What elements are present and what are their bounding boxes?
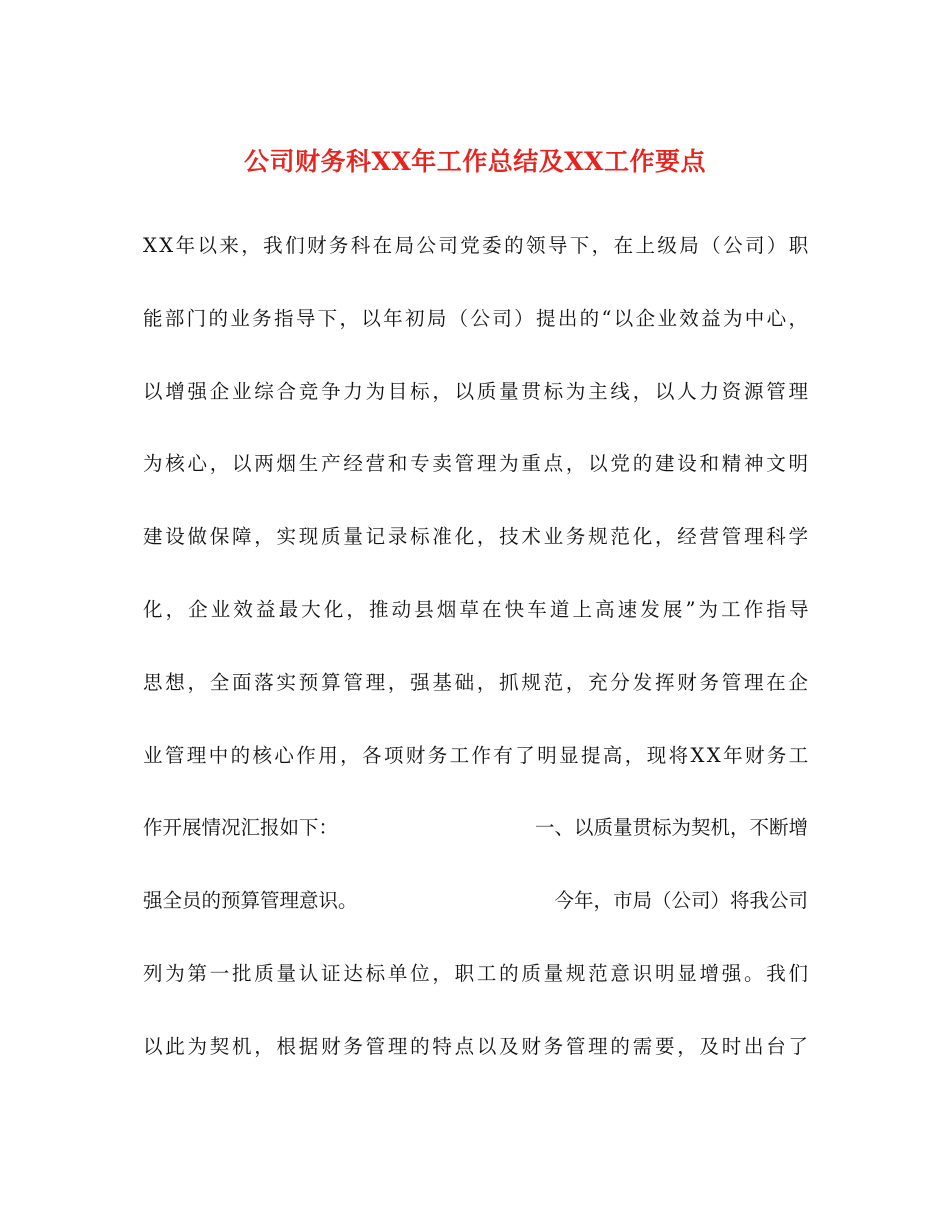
document-title: 公司财务科XX年工作总结及XX工作要点 — [243, 147, 707, 176]
body-line: 列为第一批质量认证达标单位，职工的质量规范意识明显增强。我们 — [143, 961, 811, 985]
body-line: 业管理中的核心作用，各项财务工作有了明显提高，现将XX年财务工 — [143, 743, 811, 767]
body-line: 化，企业效益最大化，推动县烟草在快车道上高速发展”为工作指导 — [143, 597, 812, 621]
body-line-split — [143, 879, 808, 952]
paragraph-start: 今年，市局（公司）将我公司 — [554, 889, 808, 913]
body-line-split — [143, 806, 808, 879]
body-line: 能部门的业务指导下，以年初局（公司）提出的“以企业效益为中心， — [143, 306, 811, 330]
body-line: 建设做保障，实现质量记录标准化，技术业务规范化，经营管理科学 — [143, 525, 811, 549]
body-line: 以此为契机，根据财务管理的特点以及财务管理的需要，及时出台了 — [143, 1034, 811, 1058]
body-line: 思想，全面落实预算管理，强基础，抓规范，充分发挥财务管理在企 — [143, 670, 811, 694]
body-line: 为核心，以两烟生产经营和专卖管理为重点，以党的建设和精神文明 — [143, 452, 811, 476]
body-line-left: 强全员的预算管理意识。 — [143, 889, 358, 913]
body-line-left: 作开展情况汇报如下： — [143, 816, 339, 840]
body-line: XX年以来，我们财务科在局公司党委的领导下，在上级局（公司）职 — [143, 234, 811, 257]
body-line: 以增强企业综合竞争力为目标，以质量贯标为主线，以人力资源管理 — [143, 379, 811, 403]
section-heading-1: 一、以质量贯标为契机，不断增 — [534, 816, 808, 840]
document-body — [143, 224, 812, 1098]
